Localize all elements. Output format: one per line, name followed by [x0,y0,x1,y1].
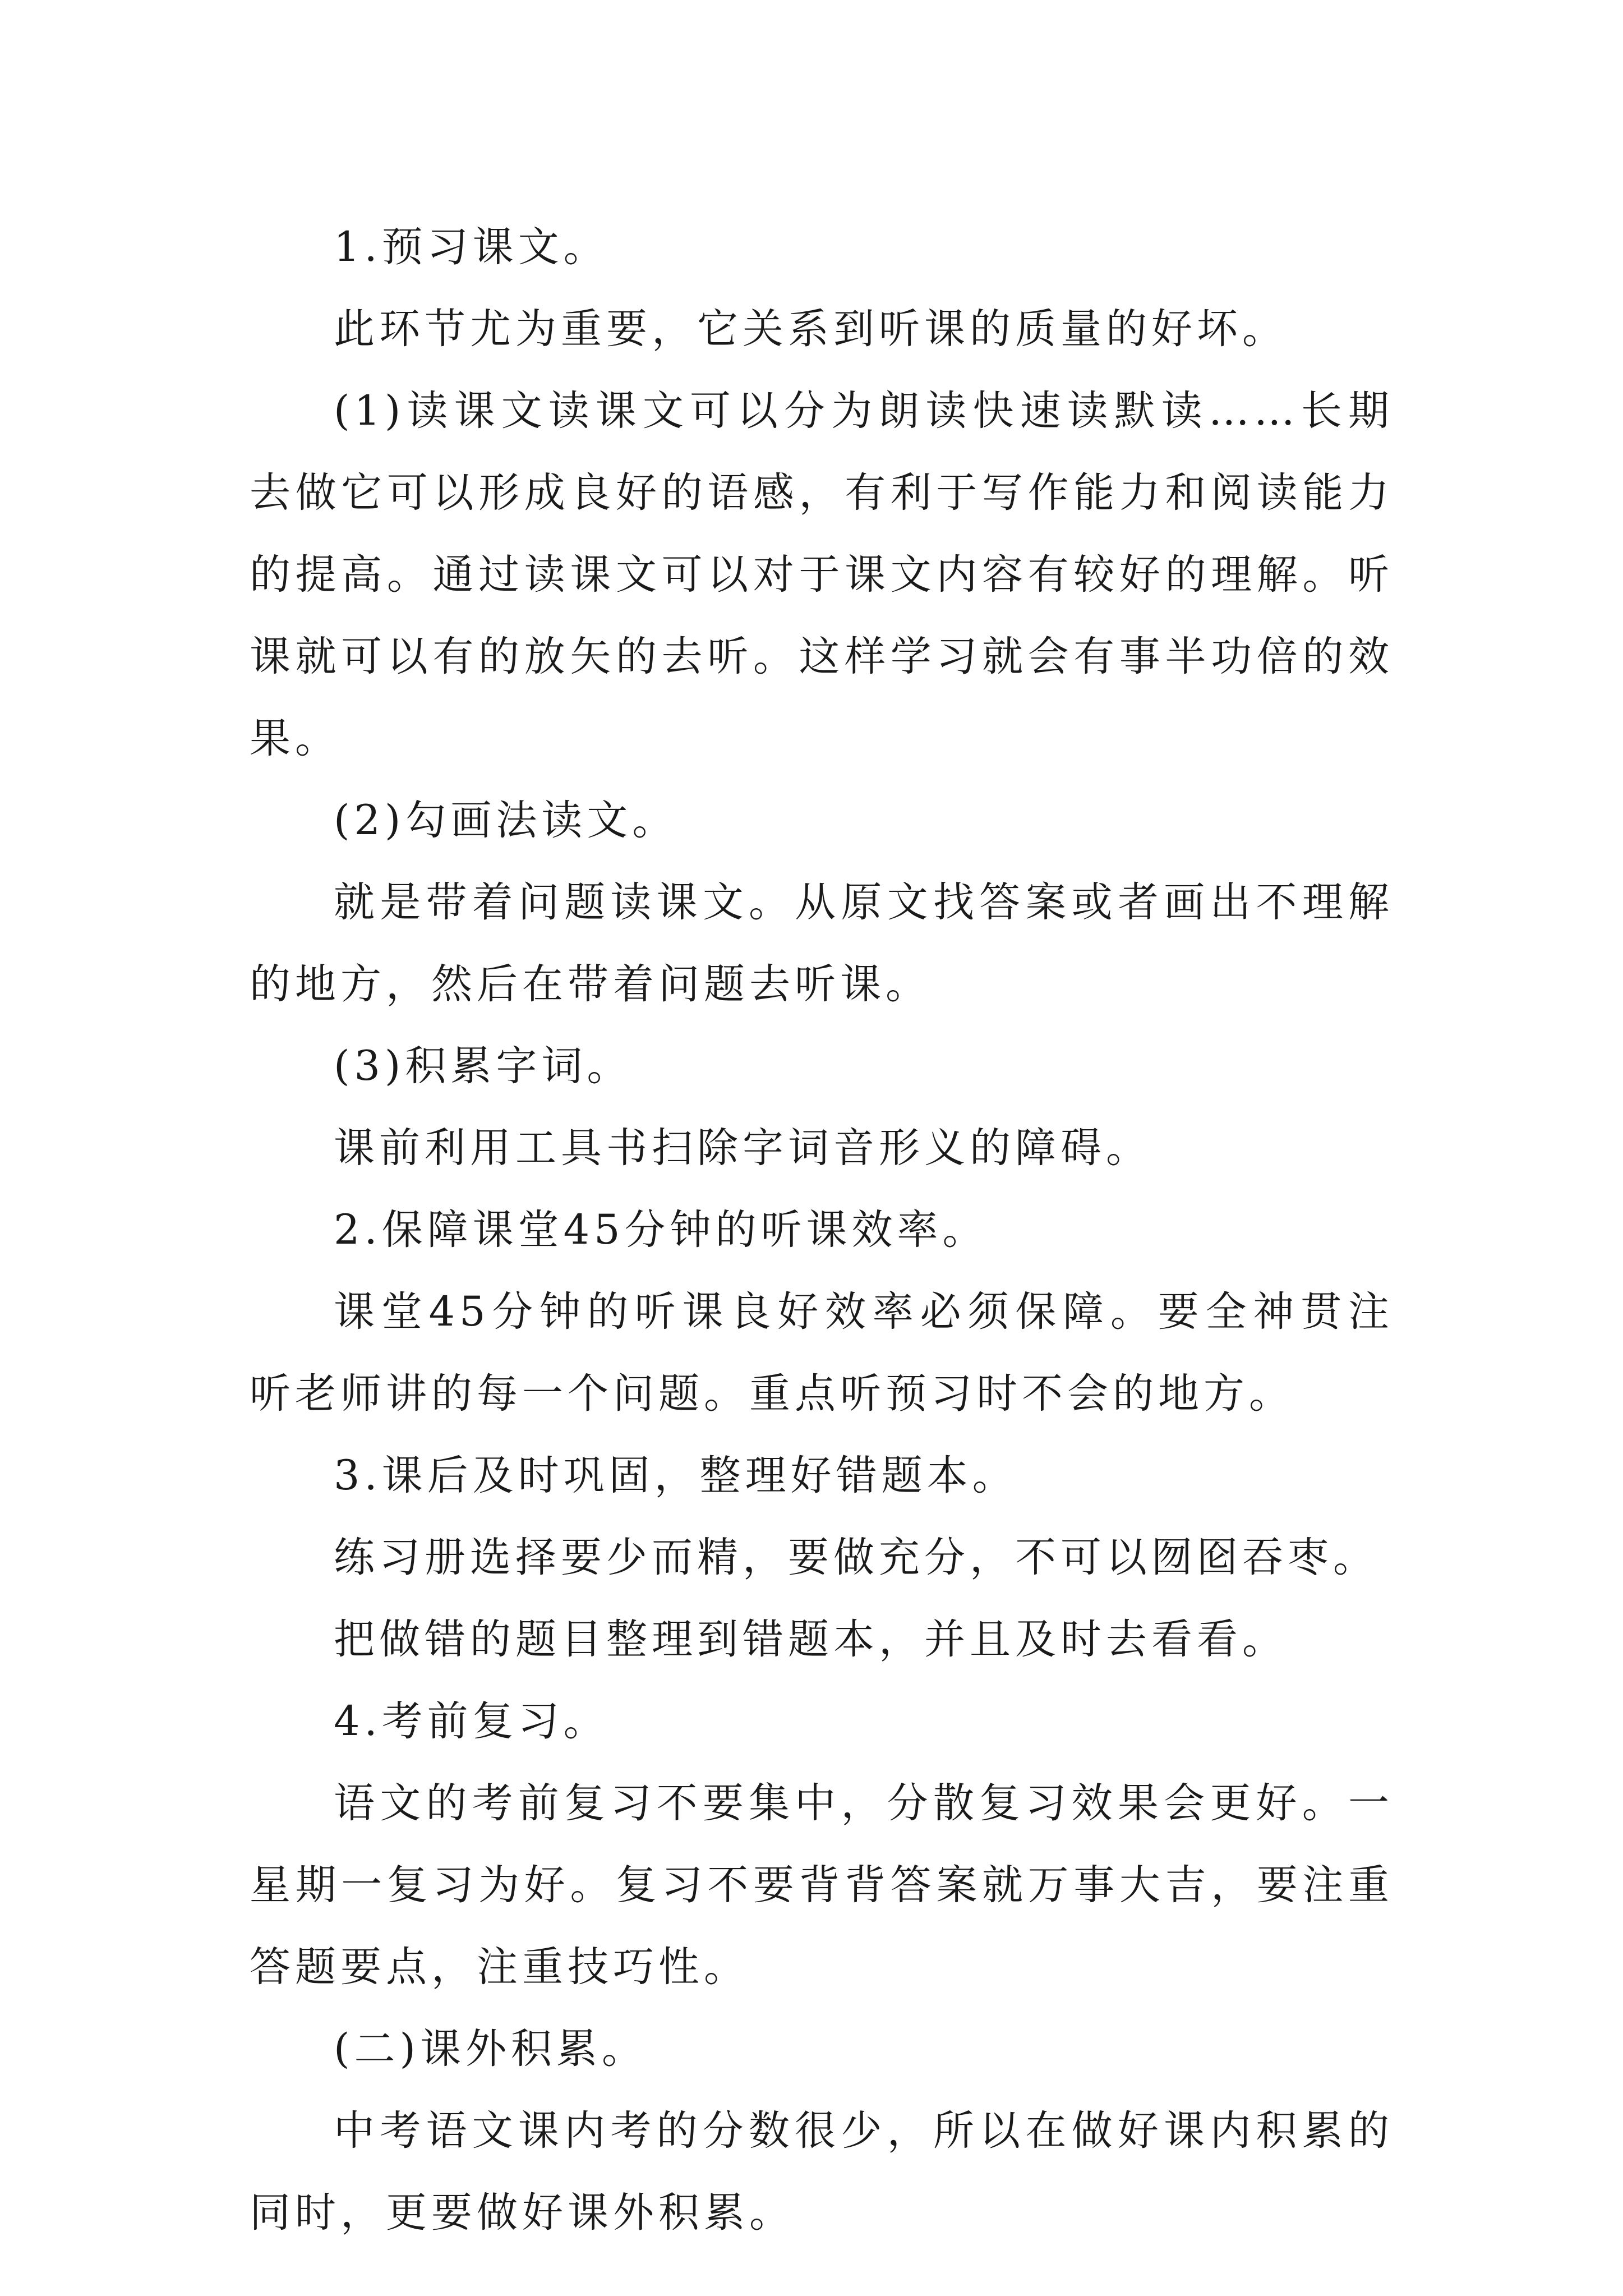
paragraph-heading-preview: 1.预习课文。 [334,223,609,271]
paragraph-heading-extracurricular: (二)课外积累。 [334,2025,647,2073]
paragraph: 就是带着问题读课文。从原文找答案或者画出不理解的地方，然后在带着问题去听课。 [250,878,1394,1008]
paragraph: 课前利用工具书扫除字词音形义的障碍。 [334,1124,1151,1172]
paragraph-heading-review: 3.课后及时巩固，整理好错题本。 [334,1452,1018,1499]
paragraph: 练习册选择要少而精，要做充分，不可以囫囵吞枣。 [334,1534,1378,1581]
paragraph: 把做错的题目整理到错题本，并且及时去看看。 [334,1616,1288,1663]
paragraph-subitem: (3)积累字词。 [334,1042,633,1090]
document-body [250,206,1394,2254]
paragraph: 中考语文课内考的分数很少，所以在做好课内积累的同时，更要做好课外积累。 [250,2107,1394,2237]
paragraph: 此环节尤为重要，它关系到听课的质量的好坏。 [334,305,1288,353]
paragraph-heading-efficiency: 2.保障课堂45分钟的听课效率。 [334,1206,988,1254]
paragraph: 语文的考前复习不要集中，分散复习效果会更好。一星期一复习为好。复习不要背背答案就万事大吉，要注重答题要点，注重技巧性。 [250,1779,1394,1991]
paragraph-subitem: (1)读课文读课文可以分为朗读快速读默读……长期去做它可以形成良好的语感，有利于写作能力和阅读能力的提高。通过读课文可以对于课文内容有较好的理解。听课就可以有的放矢的去听。这样学习就会有事半功倍的效果。 [250,387,1394,762]
paragraph-heading-exam-review: 4.考前复习。 [334,1697,609,1745]
paragraph-subitem: (2)勾画法读文。 [334,797,678,844]
paragraph: 课堂45分钟的听课良好效率必须保障。要全神贯注听老师讲的每一个问题。重点听预习时不会的地方。 [250,1288,1394,1418]
